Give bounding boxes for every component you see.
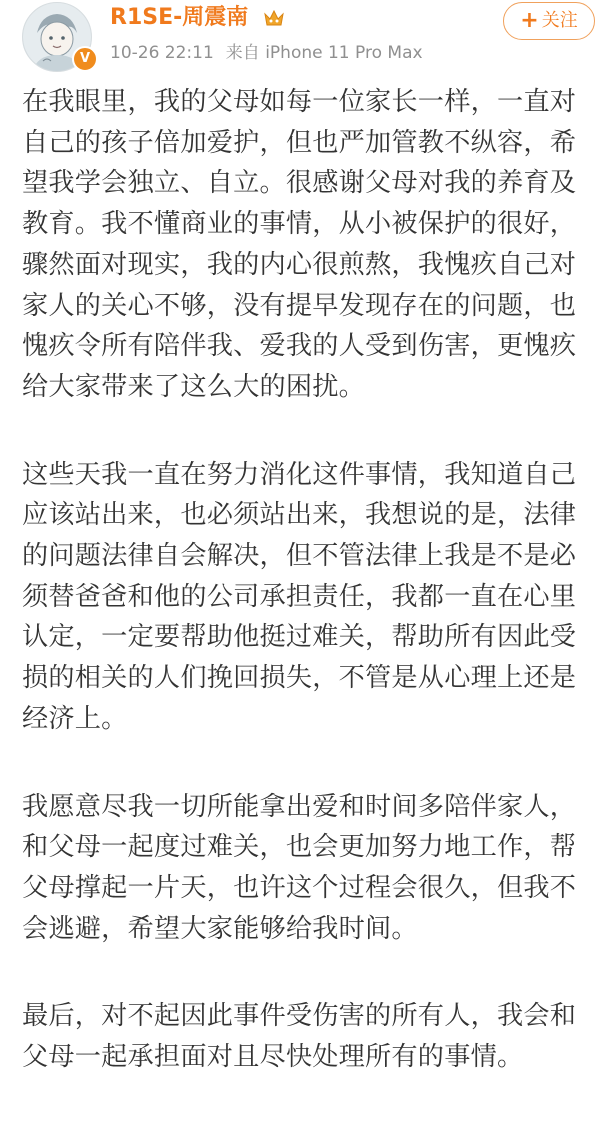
verified-badge-icon: V [72, 46, 98, 72]
post-paragraph: 这些天我一直在努力消化这件事情，我知道自己应该站出来，也必须站出来，我想说的是，法律的问题法律自会解决，但不管法律上我是不是必须替爸爸和他的公司承担责任，我都一直在心里认定，一定要帮助他挺过难关，帮助所有因此受损的相关的人们挽回损失，不管是从心理上还是经济上。 [22, 459, 577, 734]
follow-button-label: 关注 [541, 10, 578, 31]
post-paragraph: 我愿意尽我一切所能拿出爱和时间多陪伴家人，和父母一起度过难关，也会更加努力地工作，帮父母撑起一片天，也许这个过程会很久，但我不会逃避，希望大家能够给我时间。 [22, 791, 577, 944]
vip-crown-icon [263, 8, 285, 28]
author-name[interactable]: R1SE-周震南 [110, 5, 249, 30]
post-header [0, 0, 614, 78]
follow-button[interactable] [503, 2, 595, 40]
post-content [22, 82, 596, 1125]
plus-icon: + [520, 8, 539, 33]
post-source[interactable]: 来自 iPhone 11 Pro Max [225, 43, 423, 63]
post-meta [110, 41, 423, 65]
post-timestamp: 10-26 22:11 [110, 43, 214, 63]
post-paragraph: 在我眼里，我的父母如每一位家长一样，一直对自己的孩子倍加爱护，但也严加管教不纵容，希望我学会独立、自立。很感谢父母对我的养育及教育。我不懂商业的事情，从小被保护的很好，骤然面对现实，我的内心很煎熬，我愧疚自己对家人的关心不够，没有提早发现存在的问题，也愧疚令所有陪伴我、爱我的人受到伤害，更愧疚给大家带来了这么大的困扰。 [22, 87, 577, 402]
post-paragraph: 最后，对不起因此事件受伤害的所有人，我会和父母一起承担面对且尽快处理所有的事情。 [22, 1001, 577, 1073]
